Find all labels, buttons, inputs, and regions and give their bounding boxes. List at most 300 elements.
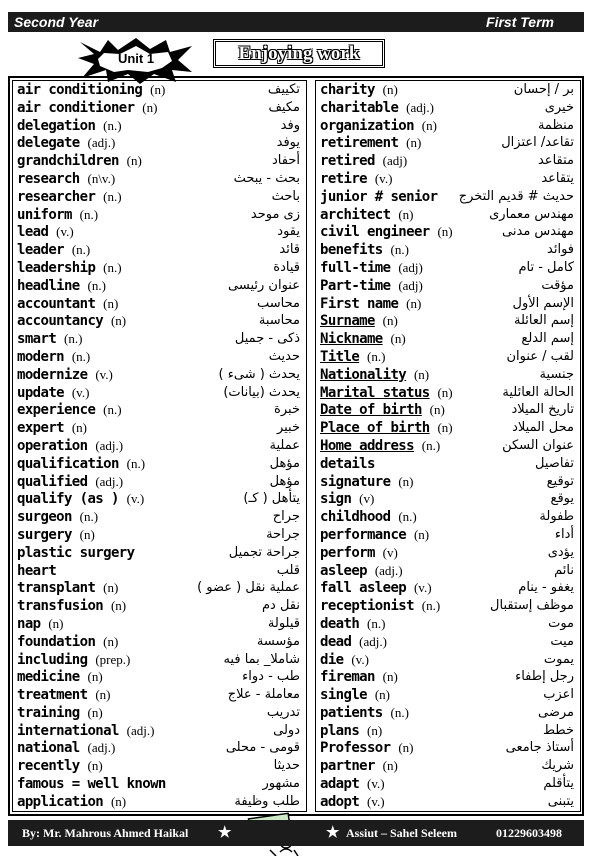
arabic-meaning: تقاعد/ اعتزال [501,135,574,151]
vocab-row [13,99,306,117]
english-term [320,793,385,812]
english-term [17,259,122,278]
vocab-row [13,579,306,597]
arabic-meaning: عملية نقل ( عضو ) [197,580,300,596]
arabic-meaning: يتبنى [547,793,574,809]
vocab-row [13,81,306,99]
part-of-speech: (n) [429,402,445,418]
vocab-row [13,526,306,544]
term-word: Surname [320,313,375,330]
english-term [17,455,145,474]
english-term [320,633,387,652]
english-term [17,170,115,189]
arabic-meaning: يموت [543,651,574,667]
arabic-meaning: كامل - تام [518,259,574,275]
arabic-meaning: نائم [554,562,574,578]
vocab-row [316,508,580,526]
vocab-row [316,348,580,366]
term-word: Nationality [320,366,407,383]
part-of-speech: (n) [110,598,127,614]
part-of-speech: (n.) [71,348,91,364]
english-term [320,170,392,189]
term-word: research [17,170,80,187]
english-term [320,757,398,776]
term-word: leadership [17,259,96,276]
vocab-row [13,241,306,259]
english-term [17,99,157,118]
english-term [320,241,409,260]
part-of-speech: (adj.) [95,473,124,489]
term-word: famous = well known [17,776,166,793]
english-term [320,562,403,581]
english-term [320,330,406,349]
part-of-speech: (v) [382,544,398,560]
english-term [17,526,95,545]
vocab-row [316,651,580,669]
term-word: Marital status [320,384,430,401]
english-term [17,793,126,812]
vocab-row [316,134,580,152]
vocab-row [13,117,306,135]
vocab-row [13,633,306,651]
english-term [320,134,421,153]
arabic-meaning: منظمة [537,117,574,133]
year-label: Second Year [14,14,99,30]
term-word: lead [17,224,49,241]
arabic-meaning: طلب وظيفة [234,793,300,809]
english-term [320,206,413,225]
term-word: Title [320,348,360,365]
part-of-speech: (v.) [413,580,432,596]
vocab-row [13,597,306,615]
arabic-meaning: بر / إحسان [513,82,574,97]
vocab-row [13,170,306,188]
vocab-row [316,401,580,419]
arabic-meaning: خبرة [274,402,300,418]
part-of-speech: (adj.) [87,740,116,756]
vocab-row [316,223,580,241]
part-of-speech: (n) [374,687,390,703]
vocab-row [13,384,306,402]
part-of-speech: (n) [110,313,127,329]
part-of-speech: (n.) [87,277,106,293]
term-word: charitable [320,99,399,116]
arabic-meaning: حديث # قديم التخرج [458,188,574,204]
part-of-speech: (n) [382,758,398,774]
arabic-meaning: وفد [280,117,300,133]
english-term [320,597,440,616]
part-of-speech: (adj.) [359,633,387,649]
vocab-row [316,99,580,117]
star-icon: ★ [218,825,232,841]
term-word: international [17,722,119,739]
vocab-row [13,651,306,669]
vocab-row [316,704,580,722]
vocab-row [316,277,580,295]
english-term [320,259,423,278]
english-term [17,295,118,314]
vocab-row [316,384,580,402]
english-term [17,579,118,598]
vocab-row [13,562,306,580]
english-term [17,437,123,456]
english-term [320,295,421,314]
part-of-speech: (n.) [103,259,122,275]
vocab-row [316,241,580,259]
english-term [17,330,82,349]
arabic-meaning: يغفو - ينام [518,580,574,596]
term-word: researcher [17,188,96,205]
vocab-row [316,312,580,330]
english-term [320,544,398,563]
part-of-speech: (n) [437,384,453,400]
term-word: Date of birth [320,402,422,419]
part-of-speech: (v) [359,491,375,507]
english-term [17,686,110,705]
part-of-speech: (n.) [398,509,417,525]
arabic-meaning: مؤسسة [256,633,300,649]
english-term [320,668,398,687]
english-term [17,188,122,207]
vocab-row [316,490,580,508]
term-word: Professor [320,740,391,757]
arabic-meaning: رجل إطفاء [515,669,574,685]
english-term [320,277,423,296]
arabic-meaning: نقل دم [261,598,300,614]
location-text: Assiut – Sahel Seleem [346,826,457,840]
vocab-row [13,615,306,633]
english-term [320,99,434,118]
part-of-speech: (n\v.) [87,170,116,186]
term-word: details [320,455,375,472]
vocab-row [13,348,306,366]
term-word: Nickname [320,331,383,348]
vocab-row [316,206,580,224]
english-term [17,117,122,136]
term-word: performance [320,526,407,543]
term-word: childhood [320,509,391,526]
arabic-meaning: الإسم الأول [512,295,574,311]
vocab-row [13,437,306,455]
english-term [17,757,103,776]
term-word: Place of birth [320,420,430,437]
vocab-row [13,490,306,508]
part-of-speech: (n) [87,704,103,720]
arabic-meaning: خبير [276,420,300,436]
part-of-speech: (n) [398,473,414,489]
arabic-meaning: فوائد [547,242,574,258]
author-text: By: Mr. Mahrous Ahmed Haikal [22,826,189,840]
term-word: plans [320,722,360,739]
arabic-meaning: إسم الدلع [521,331,574,347]
part-of-speech: (n.) [367,348,386,364]
arabic-meaning: شاملا_ بما فيه [223,651,300,667]
english-term [17,544,134,563]
part-of-speech: (n.) [390,242,409,258]
vocab-row [316,152,580,170]
vocab-row [13,419,306,437]
term-word: delegate [17,135,80,152]
vocab-row [13,793,306,811]
english-term [320,152,407,171]
arabic-meaning: يتقاعد [541,170,574,186]
term-word: training [17,704,80,721]
english-term [17,633,118,652]
term-word: transplant [17,580,96,597]
english-term [17,366,113,385]
arabic-meaning: دولى [273,722,300,738]
term-word: retired [320,153,375,170]
part-of-speech: (n.) [103,117,122,133]
vocab-row [13,455,306,473]
arabic-meaning: قومى - محلى [225,740,300,756]
vocab-row [316,330,580,348]
star-icon: ★ [326,825,340,841]
arabic-meaning: مشهور [262,776,300,792]
arabic-meaning: محاسبة [258,313,300,329]
english-term [17,775,166,794]
term-word: uniform [17,206,72,223]
english-term [320,384,453,403]
arabic-meaning: مكيف [268,99,300,115]
english-term [17,384,89,403]
arabic-meaning: عنوان السكن [502,437,574,453]
english-term [17,473,123,492]
term-word: perform [320,544,375,561]
english-term [17,81,165,100]
vocab-row [13,330,306,348]
english-term [320,437,440,456]
part-of-speech: (n) [421,117,437,133]
english-term [17,490,144,509]
part-of-speech: (n) [413,366,430,382]
english-term [17,562,56,581]
english-term [320,704,409,723]
vocab-row [13,704,306,722]
vocab-row [13,686,306,704]
vocab-row [13,473,306,491]
vocab-row [316,455,580,473]
arabic-meaning: يؤدى [547,544,574,560]
part-of-speech: (n.) [79,509,99,525]
arabic-meaning: محل الميلاد [512,420,574,436]
part-of-speech: (n) [110,793,127,809]
english-term [320,775,385,794]
term-word: architect [320,206,391,223]
english-term [320,473,413,492]
english-term [17,348,90,367]
arabic-meaning: قائد [279,242,300,258]
english-term [17,722,154,741]
unit-label: Unit 1 [117,51,155,66]
arabic-meaning: حديثا [273,758,300,774]
part-of-speech: (v.) [367,793,385,809]
term-word: air conditioner [17,99,135,116]
vocab-row [316,117,580,135]
vocab-row [316,597,580,615]
arabic-meaning: تدريب [266,704,300,720]
vocab-row [13,152,306,170]
part-of-speech: (n) [398,206,414,222]
term-word: Part-time [320,277,391,294]
part-of-speech: (n) [382,669,398,685]
term-word: sign [320,491,352,508]
english-term [320,312,398,331]
arabic-meaning: مرضى [537,704,574,720]
english-term [17,615,64,634]
part-of-speech: (adj.) [87,135,116,151]
arabic-meaning: يوقع [550,491,574,507]
arabic-meaning: مؤقت [541,277,574,293]
part-of-speech: (n.) [64,331,83,347]
vocab-row [316,419,580,437]
arabic-meaning: جراح [272,509,300,525]
part-of-speech: (n) [142,99,158,115]
part-of-speech: (n) [367,722,383,738]
english-term [17,401,122,420]
part-of-speech: (n.) [79,206,99,222]
vocab-row [316,562,580,580]
footer-bar [8,820,584,846]
english-term [320,739,413,758]
vocab-row [13,722,306,740]
arabic-meaning: قلب [276,562,300,578]
vocab-row [13,668,306,686]
vocab-row [316,295,580,313]
arabic-meaning: خيرى [544,99,574,115]
vocab-row [13,757,306,775]
term-word: benefits [320,242,383,259]
part-of-speech: (n) [406,295,422,311]
english-term [17,134,115,153]
part-of-speech: (v.) [56,224,74,240]
arabic-meaning: طفولة [539,509,574,525]
english-term [17,508,98,527]
vocab-row [316,757,580,775]
term-word: experience [17,402,96,419]
term-word: death [320,615,360,632]
vocab-row [316,615,580,633]
term-word: leader [17,242,64,259]
part-of-speech: (n) [103,295,119,311]
part-of-speech: (n) [87,669,103,685]
term-word: dead [320,633,352,650]
vocab-row [13,544,306,562]
part-of-speech: (n) [382,82,398,97]
part-of-speech: (n.) [103,402,122,418]
term-word: headline [17,277,80,294]
part-of-speech: (n.) [103,188,122,204]
vocab-row [13,312,306,330]
part-of-speech: (n) [150,82,166,97]
part-of-speech: (n.) [421,598,441,614]
arabic-meaning: جراحة تجميل [228,544,300,560]
arabic-meaning: تاريخ الميلاد [511,402,574,418]
term-word: accountancy [17,313,104,330]
english-term [17,152,142,171]
arabic-meaning: بحث - يبحث [233,170,300,186]
term-word: full-time [320,259,391,276]
english-term [17,241,90,260]
term-word: organization [320,117,414,134]
vocab-row [13,277,306,295]
phone-number: 01229603498 [496,826,562,840]
english-term [17,739,115,758]
arabic-meaning: أداء [554,526,574,542]
term-word: civil engineer [320,224,430,241]
vocab-row [316,366,580,384]
arabic-meaning: يوفد [276,135,300,151]
term-word: surgery [17,526,72,543]
arabic-meaning: ذكى - جميل [234,331,300,347]
arabic-meaning: أحفاد [272,153,300,169]
arabic-meaning: أستاذ جامعى [505,740,574,756]
term-word: patients [320,704,383,721]
part-of-speech: (prep.) [95,651,131,667]
arabic-meaning: جراحة [266,526,300,542]
term-word: expert [17,420,64,437]
arabic-meaning: يتأقلم [543,776,574,792]
vocab-row [316,793,580,811]
vocab-row [13,259,306,277]
term-word: charity [320,82,375,98]
term-word: foundation [17,633,96,650]
english-term [17,223,74,242]
part-of-speech: (v.) [71,384,90,400]
english-term [17,704,103,723]
vocab-row [13,134,306,152]
arabic-meaning: مؤهل [269,455,300,471]
part-of-speech: (n) [103,633,119,649]
vocab-row [13,508,306,526]
term-word: medicine [17,669,80,686]
term-label: First Term [486,14,554,30]
arabic-meaning: تكييف [267,82,300,97]
term-word: fireman [320,669,375,686]
english-term [17,277,106,296]
arabic-meaning: إسم العائلة [514,313,574,329]
english-term [320,722,382,741]
vocab-row [316,526,580,544]
term-word: operation [17,437,88,454]
english-term [320,490,374,509]
part-of-speech: (n) [103,580,119,596]
arabic-meaning: محاسب [257,295,300,311]
term-word: transfusion [17,598,104,615]
english-term [320,348,385,367]
vocab-row [316,81,580,99]
arabic-meaning: خطط [542,722,574,738]
page-title-box [213,39,385,68]
english-term [320,401,445,420]
arabic-meaning: تفاصيل [535,455,574,471]
vocabulary-column-left [12,80,307,812]
part-of-speech: (n) [390,331,406,347]
part-of-speech: (n) [95,687,111,703]
term-word: plastic surgery [17,544,135,561]
arabic-meaning: يقود [277,224,300,240]
part-of-speech: (n) [79,526,95,542]
arabic-meaning: معاملة - علاج [227,687,300,703]
term-word: signature [320,473,391,490]
part-of-speech: (n) [437,224,453,240]
vocab-row [316,775,580,793]
part-of-speech: (n.) [390,704,409,720]
part-of-speech: (n.) [126,455,146,471]
arabic-meaning: يحدث ( شىء ) [218,366,300,382]
english-term [17,206,98,225]
page-title: Enjoying work [238,43,360,64]
